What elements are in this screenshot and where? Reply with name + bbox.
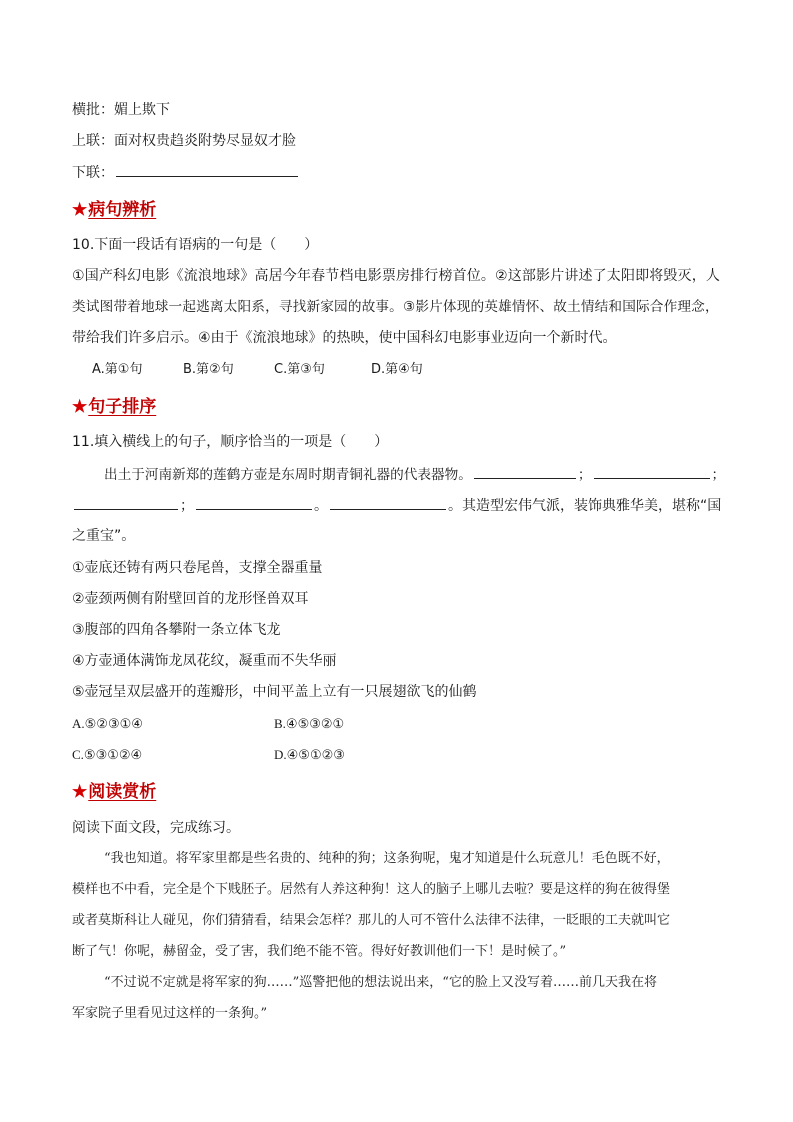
passage-p1-line-1: “我也知道。将军家里都是些名贵的、纯种的狗；这条狗呢，鬼才知道是什么玩意儿！毛色既不好， [104,851,670,866]
section-heading-bingju [72,199,156,221]
xialian-label: 下联： [72,165,114,181]
q11-option-b[interactable]: B.④⑤③②① [274,716,345,731]
passage-p1-line-4: 断了气！你呢，赫留金，受了害，我们绝不能不管。得好好教训他们一下！是时候了。” [72,944,567,959]
q10-text-line-1: ①国产科幻电影《流浪地球》高居今年春节档电影票房排行榜首位。②这部影片讲述了太阳即将毁灭，人 [72,268,720,284]
q11-item-3: ③腹部的四角各攀附一条立体飞龙 [72,622,281,638]
q11-blank-4[interactable] [196,495,312,510]
q11-text-line-3: 之重宝”。 [72,528,136,544]
q11-option-d[interactable]: D.④⑤①②③ [274,747,345,762]
q11-item-1: ①壶底还铸有两只卷尾兽，支撑全器重量 [72,560,323,576]
q10-text-line-3: 带给我们许多启示。④由于《流浪地球》的热映，使中国科幻电影事业迈向一个新时代。 [72,330,617,346]
passage-p1-line-2: 模样也不中看，完全是个下贱胚子。居然有人养这种狗！这人的脑子上哪儿去啦？要是这样的狗在彼得堡 [72,882,671,897]
q11-blank-3[interactable] [74,495,178,510]
xialian-answer-blank[interactable] [116,162,298,177]
q11-option-c[interactable]: C.⑤③①②④ [72,747,143,762]
period: 。 [314,498,328,514]
hengpi-line: 横批：媚上欺下 [72,102,170,118]
q10-option-a[interactable]: A.第①句 [92,362,143,377]
separator: ； [577,467,592,483]
section-heading-paixu [72,396,156,418]
section-title: 病句辨析 [88,200,157,220]
section-title: 句子排序 [88,397,157,417]
q11-intro: 出土于河南新郑的莲鹤方壶是东周时期青铜礼器的代表器物。 [104,467,472,483]
q11-option-a[interactable]: A.⑤②③①④ [72,716,143,731]
q11-tail-1: 其造型宏伟气派，装饰典雅华美，堪称“国 [462,498,722,514]
separator: ； [711,467,726,483]
q11-text-line-1 [104,464,726,485]
section-heading-yuedu [72,781,156,803]
star-icon: ★ [72,200,88,220]
passage-p1-line-3: 或者莫斯科让人碰见，你们猜猜看，结果会怎样？那儿的人可不管什么法律不法律，一眨眼的工夫就叫它 [72,913,671,928]
star-icon: ★ [72,782,88,802]
q10-stem: 10.下面一段话有语病的一句是（ ） [72,237,319,253]
xialian-line [72,162,723,183]
section-title: 阅读赏析 [88,782,157,802]
shanglian-line: 上联：面对权贵趋炎附势尽显奴才脸 [72,133,296,149]
q11-stem: 11.填入横线上的句子，顺序恰当的一项是（ ） [72,434,389,450]
q10-option-c[interactable]: C.第③句 [274,362,325,377]
q11-blank-1[interactable] [474,464,576,479]
separator: ； [180,498,194,514]
reading-instruction: 阅读下面文段，完成练习。 [72,820,240,836]
q11-blank-5[interactable] [330,495,446,510]
q11-item-5: ⑤壶冠呈双层盛开的莲瓣形，中间平盖上立有一只展翅欲飞的仙鹤 [72,684,477,700]
q10-option-b[interactable]: B.第②句 [183,362,234,377]
passage-p2-line-1: “不过说不定就是将军家的狗……”巡警把他的想法说出来，“它的脸上又没写着……前几天我在将 [104,975,657,990]
q10-option-d[interactable]: D.第④句 [371,362,423,377]
period: 。 [448,498,462,514]
star-icon: ★ [72,397,88,417]
q11-text-line-2 [72,495,723,516]
q11-blank-2[interactable] [594,464,710,479]
q11-item-2: ②壶颈两侧有附壁回首的龙形怪兽双耳 [72,591,309,607]
q10-text-line-2: 类试图带着地球一起逃离太阳系，寻找新家园的故事。③影片体现的英雄情怀、故土情结和国际合作理念， [72,299,719,315]
passage-p2-line-2: 军家院子里看见过这样的一条狗。” [72,1006,268,1021]
q11-item-4: ④方壶通体满饰龙凤花纹，凝重而不失华丽 [72,653,337,669]
